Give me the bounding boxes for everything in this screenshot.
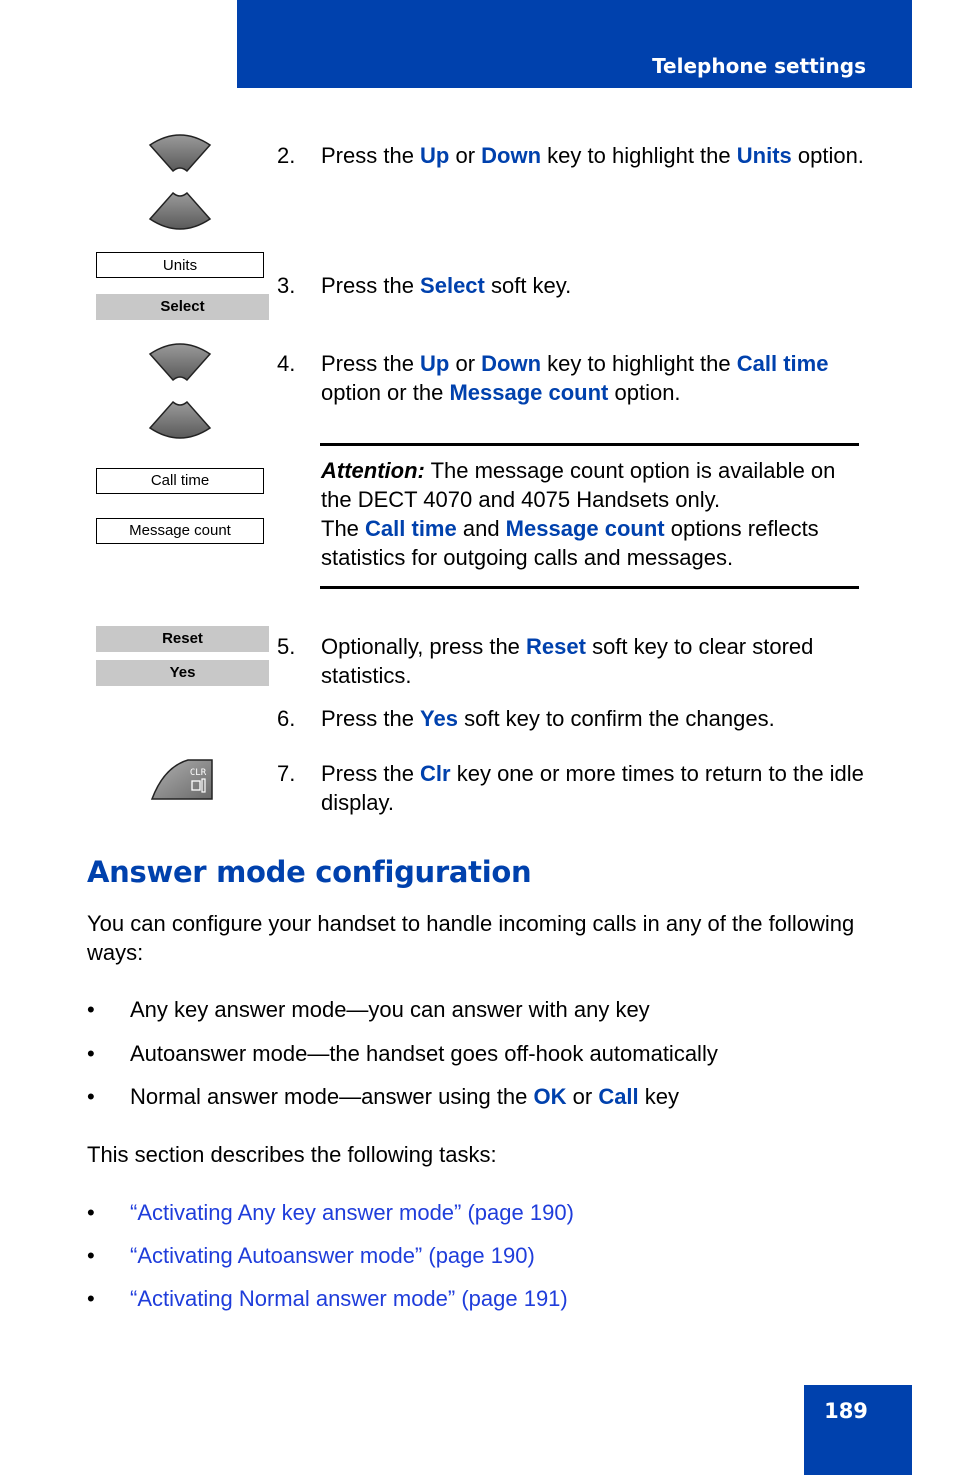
yes-softkey: Yes bbox=[96, 660, 269, 686]
attention-text: Attention: The message count option is available on the DECT 4070 and 4075 Handsets only. The Call time and Message count options reflects statistics for outgoing calls and messages. bbox=[321, 458, 836, 570]
step-number: 6. bbox=[277, 706, 296, 731]
step-number: 5. bbox=[277, 634, 296, 659]
message-count-term: Message count bbox=[505, 516, 665, 541]
message-count-term: Message count bbox=[449, 380, 609, 405]
call-time-softkey-display: Call time bbox=[96, 468, 264, 494]
call-time-term: Call time bbox=[365, 516, 457, 541]
select-softkey: Select bbox=[96, 294, 269, 320]
page-number-box bbox=[804, 1385, 912, 1475]
call-term: Call bbox=[598, 1084, 639, 1109]
down-key-term: Down bbox=[481, 351, 542, 376]
section-heading: Answer mode configuration bbox=[87, 855, 532, 889]
attention-note bbox=[320, 443, 859, 589]
message-count-softkey-display: Message count bbox=[96, 518, 264, 544]
yes-term: Yes bbox=[420, 706, 458, 731]
header-title: Telephone settings bbox=[652, 54, 866, 78]
step-text: Press the Select soft key. bbox=[321, 273, 572, 298]
call-time-term: Call time bbox=[736, 351, 829, 376]
step-text: Press the Clr key one or more times to return to the idle display. bbox=[321, 761, 864, 815]
section-intro: You can configure your handset to handle incoming calls in any of the following ways: bbox=[87, 911, 855, 965]
select-term: Select bbox=[420, 273, 485, 298]
up-key-term: Up bbox=[420, 351, 450, 376]
clr-term: Clr bbox=[420, 761, 451, 786]
step-text: Press the Up or Down key to highlight the Units option. bbox=[321, 143, 864, 168]
up-key-term: Up bbox=[420, 143, 450, 168]
tasks-intro: This section describes the following tasks: bbox=[87, 1142, 497, 1167]
step-number: 4. bbox=[277, 351, 296, 376]
task-link[interactable]: “Activating Normal answer mode” (page 191) bbox=[130, 1286, 568, 1311]
step-text: Press the Yes soft key to confirm the changes. bbox=[321, 706, 775, 731]
reset-softkey: Reset bbox=[96, 626, 269, 652]
ok-term: OK bbox=[533, 1084, 567, 1109]
up-down-nav-key-icon bbox=[145, 340, 215, 442]
attention-label: Attention: bbox=[321, 458, 425, 483]
step-number: 2. bbox=[277, 143, 296, 168]
step-text: Press the Up or Down key to highlight the Call time option or the Message count option. bbox=[321, 351, 829, 405]
units-term: Units bbox=[736, 143, 792, 168]
step-number: 3. bbox=[277, 273, 296, 298]
clr-key-label: CLR bbox=[189, 768, 207, 778]
step-number: 7. bbox=[277, 761, 296, 786]
task-link[interactable]: “Activating Any key answer mode” (page 190) bbox=[130, 1200, 574, 1225]
header-bar bbox=[237, 0, 912, 88]
clr-key-icon bbox=[150, 759, 214, 801]
units-softkey-display: Units bbox=[96, 252, 264, 278]
page-number: 189 bbox=[824, 1399, 868, 1423]
down-key-term: Down bbox=[481, 143, 542, 168]
task-link[interactable]: “Activating Autoanswer mode” (page 190) bbox=[130, 1243, 535, 1268]
reset-term: Reset bbox=[526, 634, 586, 659]
step-text: Optionally, press the Reset soft key to clear stored statistics. bbox=[321, 634, 814, 688]
up-down-nav-key-icon bbox=[145, 131, 215, 233]
